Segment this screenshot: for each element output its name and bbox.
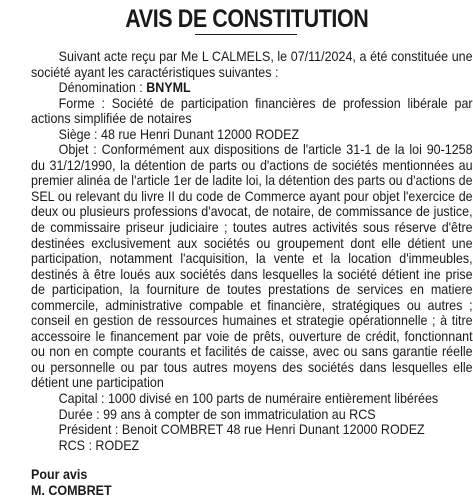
forme-paragraph: Forme : Société de participation financières de profession libérale par actions simplifiée de notaires bbox=[31, 95, 473, 127]
objet-paragraph: Objet : Conformément aux dispositions de l'article 31-1 de la loi 90-1258 du 31/12/1990, la détention de parts ou d'actions de sociétés mentionnées au premier alinéa de l'article 1er de ladite loi, la détention des parts ou d'actions de SEL ou relevant du livre II du code de Commerce ayant pour objet l'exercice de deux ou plusieurs professions d'avocat, de notaire, de commissance de justice, de commissaire priseur judiciaire ; toutes autres activités sous réserve d'être destinées exclusivement aux sociétés ou groupement dont elle détient une participation, notamment l'acquisition, la vente et la location d'immeubles, destinés à être loués aux sociétés dans lesquelles la société détient ine prise de participation, la fourniture de toutes prestations de services en matiere commercile, administrative compable et financière, stratégiques ou autres ; conseil en gestion de ressources humaines et strategie opérationnelle ; à titre accessoire le financement par voie de prêts, ouverture de crédit, fonctionnant ou non en compte courants et facilités de caisse, avec ou sans garantie réelle ou personnelle ou par tous autres moyens des sociétés dans lesquelles elle détient une participation bbox=[31, 142, 473, 391]
duree-line: Durée : 99 ans à compter de son immatriculation au RCS bbox=[58, 406, 376, 422]
denomination-line bbox=[31, 80, 473, 96]
signature-pour-avis: Pour avis bbox=[31, 467, 88, 483]
intro-paragraph: Suivant acte reçu par Me L CALMELS, le 07/11/2024, a été constituée une société ayant les caractéristiques suivantes : bbox=[31, 49, 473, 80]
capital-line: Capital : 1000 divisé en 100 parts de numéraire entièrement libérées bbox=[58, 391, 439, 407]
notice-body bbox=[31, 49, 473, 498]
legal-notice bbox=[31, 6, 473, 498]
title-underline bbox=[195, 34, 297, 35]
denomination-label: Dénomination : bbox=[58, 80, 147, 96]
rcs-line: RCS : RODEZ bbox=[58, 437, 140, 453]
signature-name: M. COMBRET bbox=[31, 482, 112, 498]
notice-title: AVIS DE CONSTITUTION bbox=[125, 5, 369, 33]
denomination-value: BNYML bbox=[146, 80, 191, 96]
siege-line: Siège : 48 rue Henri Dunant 12000 RODEZ bbox=[58, 126, 300, 142]
president-line: Président : Benoit COMBRET 48 rue Henri Dunant 12000 RODEZ bbox=[58, 422, 425, 438]
signature-block bbox=[31, 467, 473, 498]
